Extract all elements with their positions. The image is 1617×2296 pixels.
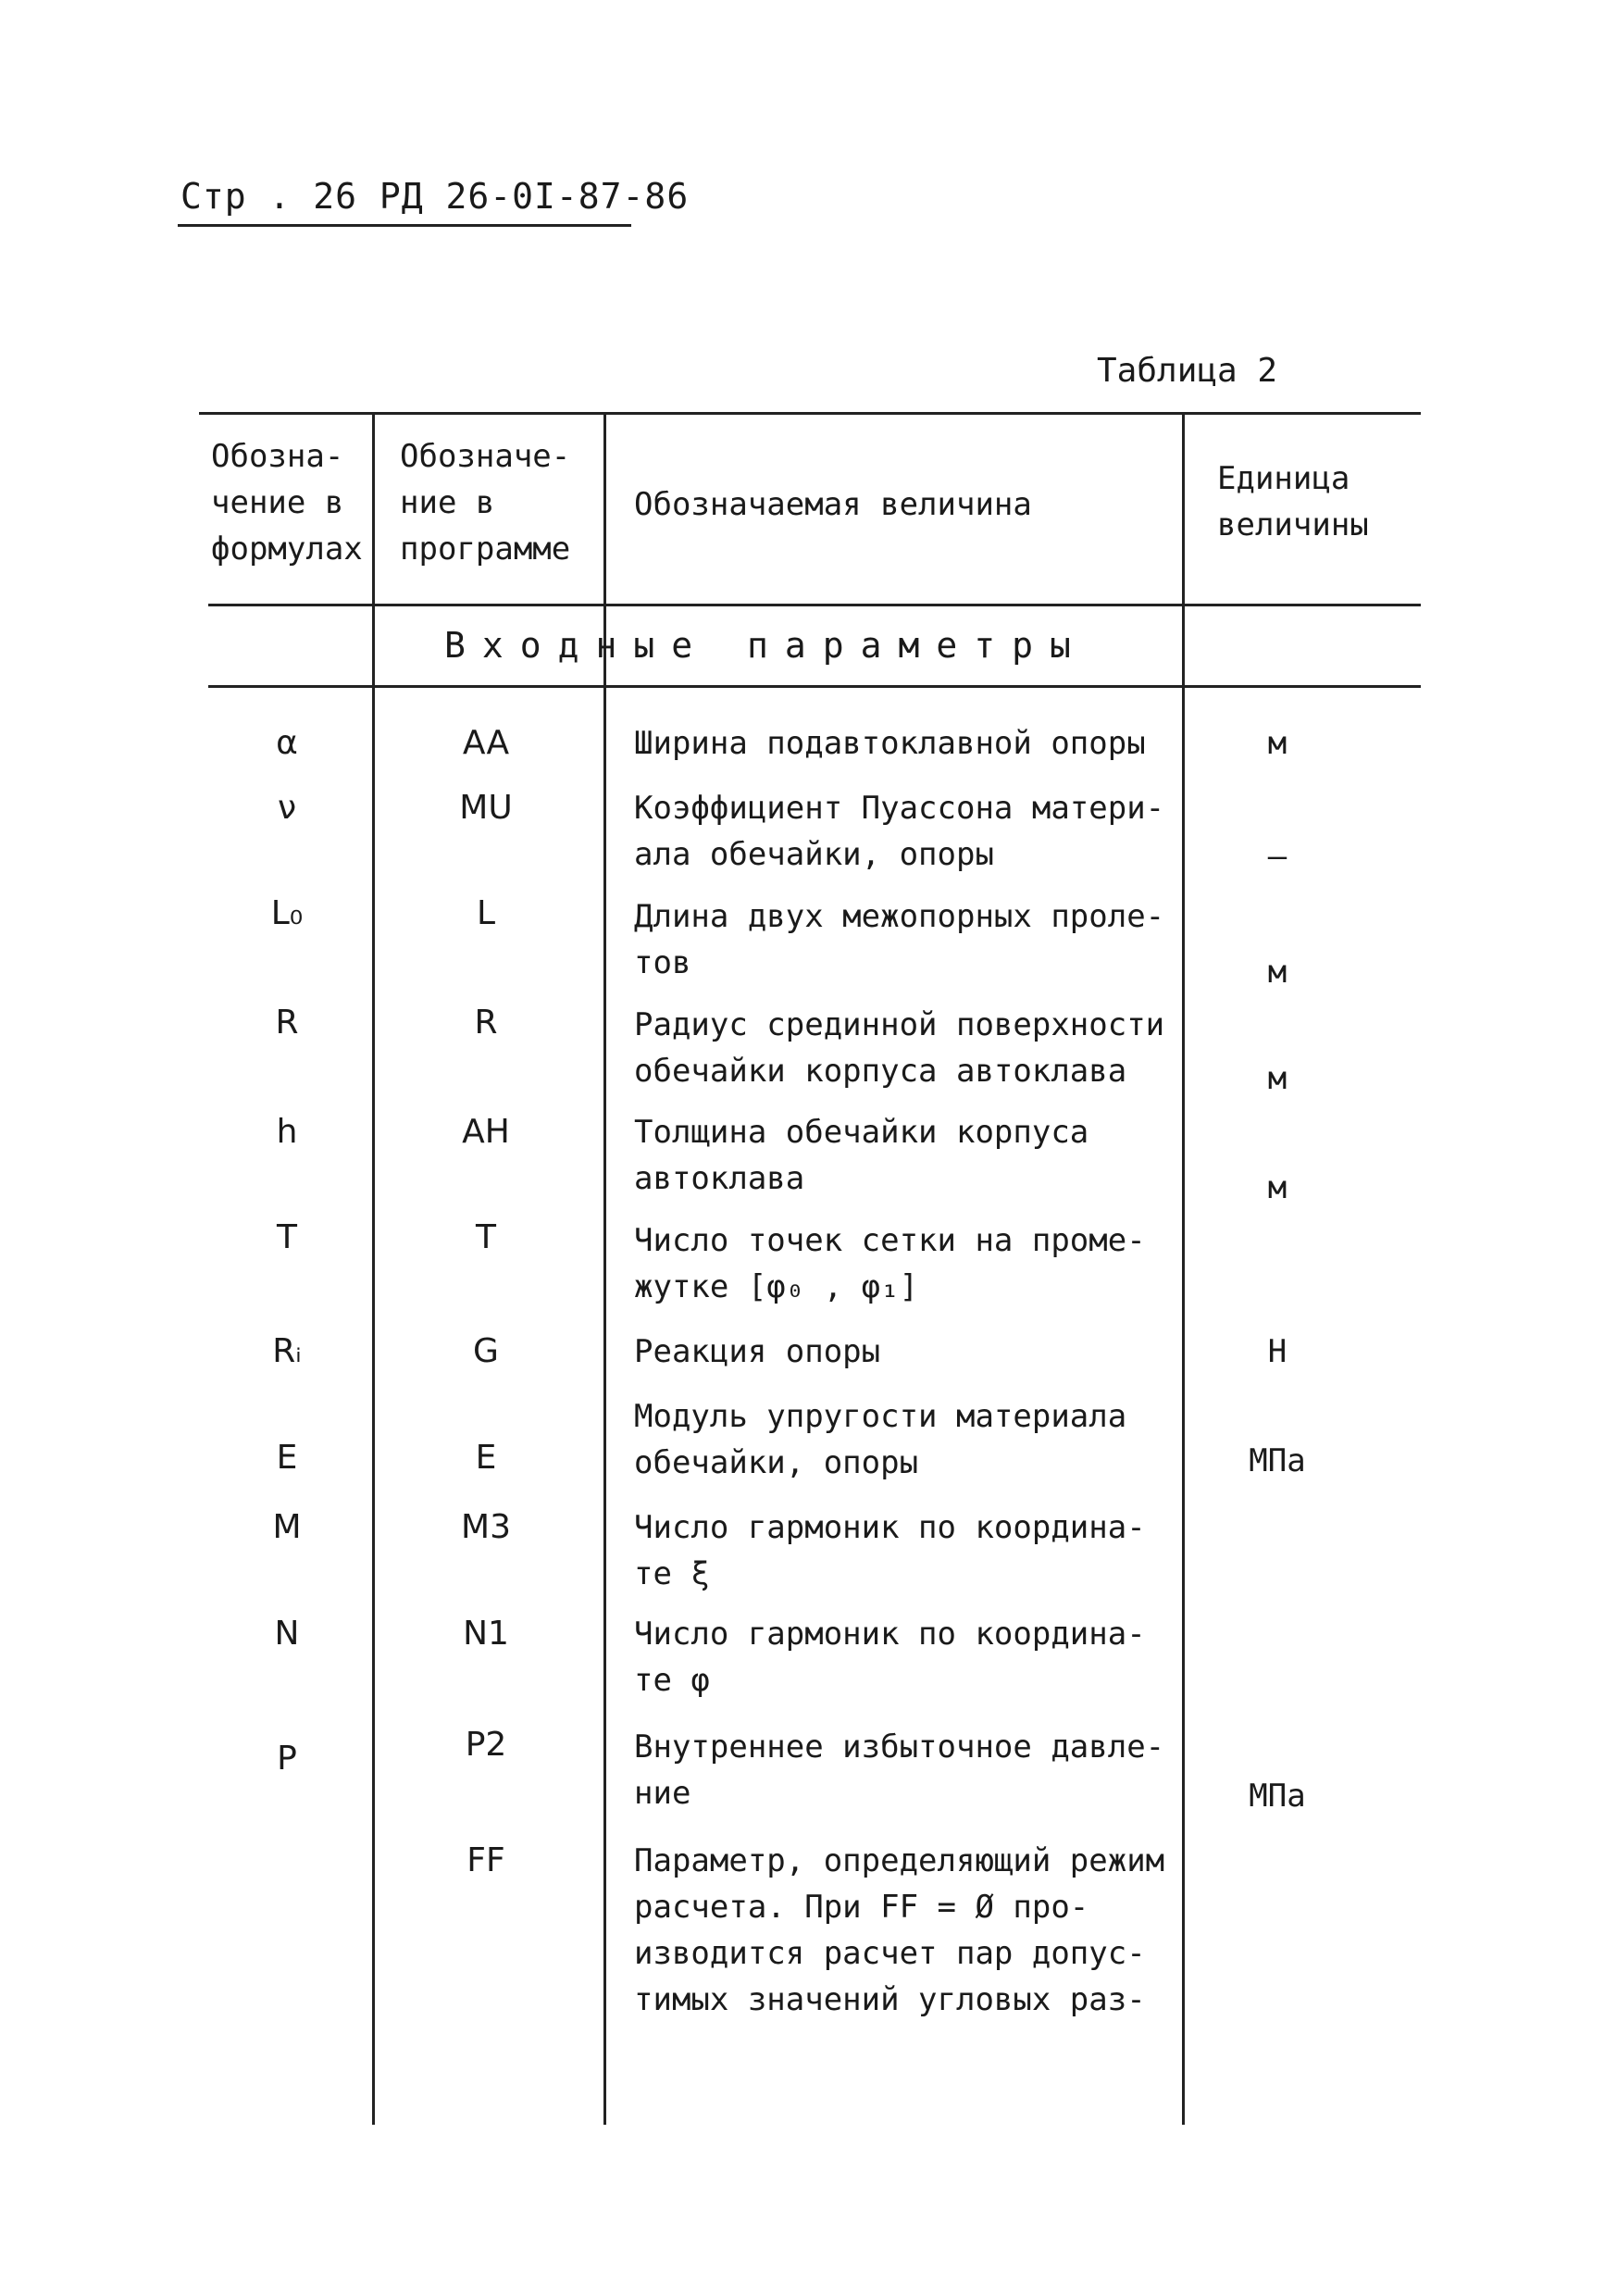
table-top-rule — [199, 412, 1421, 415]
quantity-description — [634, 1724, 1180, 1816]
formula-symbol: N — [274, 1615, 300, 1653]
unit: МПа — [1249, 1778, 1306, 1815]
program-symbol: T — [476, 1218, 496, 1256]
description-line: ние — [634, 1775, 691, 1812]
quantity-description — [634, 1002, 1180, 1094]
description-line: обечайки, опоры — [634, 1444, 919, 1481]
unit: м — [1267, 725, 1287, 762]
description-line: Длина двух межопорных проле- — [634, 898, 1165, 935]
col-header-unit-line: Единица — [1217, 460, 1350, 497]
description-line: обечайки корпуса автоклава — [634, 1053, 1127, 1090]
quantity-description — [634, 785, 1180, 878]
description-line: Число гармоник по координа- — [634, 1509, 1146, 1546]
description-line: Коэффициент Пуассона матери- — [634, 790, 1165, 827]
quantity-description — [634, 893, 1180, 986]
formula-symbol: Rᵢ — [272, 1332, 302, 1370]
unit: м — [1267, 1060, 1287, 1097]
header-bottom-rule — [208, 604, 1421, 606]
program-symbol: AH — [462, 1113, 510, 1151]
formula-symbol: L₀ — [270, 894, 304, 932]
unit: – — [1267, 838, 1287, 875]
description-line: Внутреннее избыточное давле- — [634, 1728, 1165, 1766]
formula-symbol: α — [276, 724, 298, 762]
col-header-formula-line: чение в — [211, 484, 344, 521]
description-line: Реакция опоры — [634, 1333, 881, 1370]
col-divider-1 — [372, 412, 375, 2125]
formula-symbol: ν — [277, 789, 297, 827]
program-symbol: G — [473, 1332, 499, 1370]
formula-symbol: T — [277, 1218, 297, 1256]
formula-symbol: R — [275, 1004, 299, 1042]
header-underline — [178, 224, 631, 227]
quantity-description — [634, 720, 1180, 767]
description-line: Число точек сетки на проме- — [634, 1222, 1146, 1259]
unit: МПа — [1249, 1442, 1306, 1479]
program-symbol: M3 — [461, 1508, 511, 1546]
program-symbol: FF — [466, 1841, 505, 1879]
col-header-program-line: ние в — [400, 484, 495, 521]
col-divider-3 — [1182, 412, 1185, 2125]
description-line: ала обечайки, опоры — [634, 836, 994, 873]
program-symbol: N1 — [463, 1615, 509, 1653]
program-symbol: AA — [462, 724, 510, 762]
unit: м — [1267, 1169, 1287, 1206]
quantity-description — [634, 1504, 1180, 1597]
formula-symbol: E — [276, 1439, 298, 1477]
program-symbol: P2 — [465, 1726, 507, 1764]
description-line: автоклава — [634, 1160, 805, 1197]
col-header-formula-symbol — [211, 433, 368, 572]
col-header-program-line: Обозначе- — [400, 438, 571, 475]
section-title-input-parameters: Входные параметры — [444, 625, 1088, 666]
description-line: Радиус срединной поверхности — [634, 1006, 1165, 1043]
quantity-description — [634, 1217, 1180, 1310]
formula-symbol: M — [272, 1508, 302, 1546]
description-line: жутке [φ₀ , φ₁] — [634, 1268, 919, 1305]
quantity-description — [634, 1838, 1180, 2023]
description-line: тов — [634, 944, 691, 981]
quantity-description — [634, 1393, 1180, 1486]
unit: Н — [1267, 1333, 1287, 1370]
col-header-formula-line: формулах — [211, 530, 363, 568]
section-bottom-rule — [208, 685, 1421, 688]
description-line: изводится расчет пар допус- — [634, 1935, 1146, 1972]
description-line: расчета. При FF = Ø про- — [634, 1889, 1089, 1926]
unit: м — [1267, 954, 1287, 991]
description-line: Параметр, определяющий режим — [634, 1842, 1165, 1879]
description-line: те φ — [634, 1662, 710, 1699]
col-divider-2 — [603, 412, 606, 2125]
description-line: тимых значений угловых раз- — [634, 1981, 1146, 2018]
table-label: Таблица 2 — [1097, 352, 1278, 390]
quantity-description — [634, 1329, 1180, 1375]
description-line: те ξ — [634, 1555, 710, 1592]
formula-symbol: P — [277, 1740, 297, 1778]
quantity-description — [634, 1611, 1180, 1703]
page-header: Стр . 26 РД 26-0I-87-86 — [180, 176, 690, 217]
description-line: Ширина подавтоклавной опоры — [634, 725, 1146, 762]
col-header-program-symbol — [400, 433, 594, 572]
description-line: Модуль упругости материала — [634, 1398, 1127, 1435]
col-header-quantity: Обозначаемая величина — [634, 486, 1032, 523]
program-symbol: E — [475, 1439, 497, 1477]
description-line: Толщина обечайки корпуса — [634, 1114, 1089, 1151]
formula-symbol: h — [276, 1113, 298, 1151]
col-header-unit — [1217, 455, 1402, 548]
col-header-unit-line: величины — [1217, 506, 1369, 543]
description-line: Число гармоник по координа- — [634, 1616, 1146, 1653]
program-symbol: L — [476, 894, 496, 932]
program-symbol: MU — [459, 789, 513, 827]
col-header-formula-line: Обозна- — [211, 438, 344, 475]
quantity-description — [634, 1109, 1180, 1202]
col-header-program-line: программе — [400, 530, 571, 568]
program-symbol: R — [474, 1004, 498, 1042]
